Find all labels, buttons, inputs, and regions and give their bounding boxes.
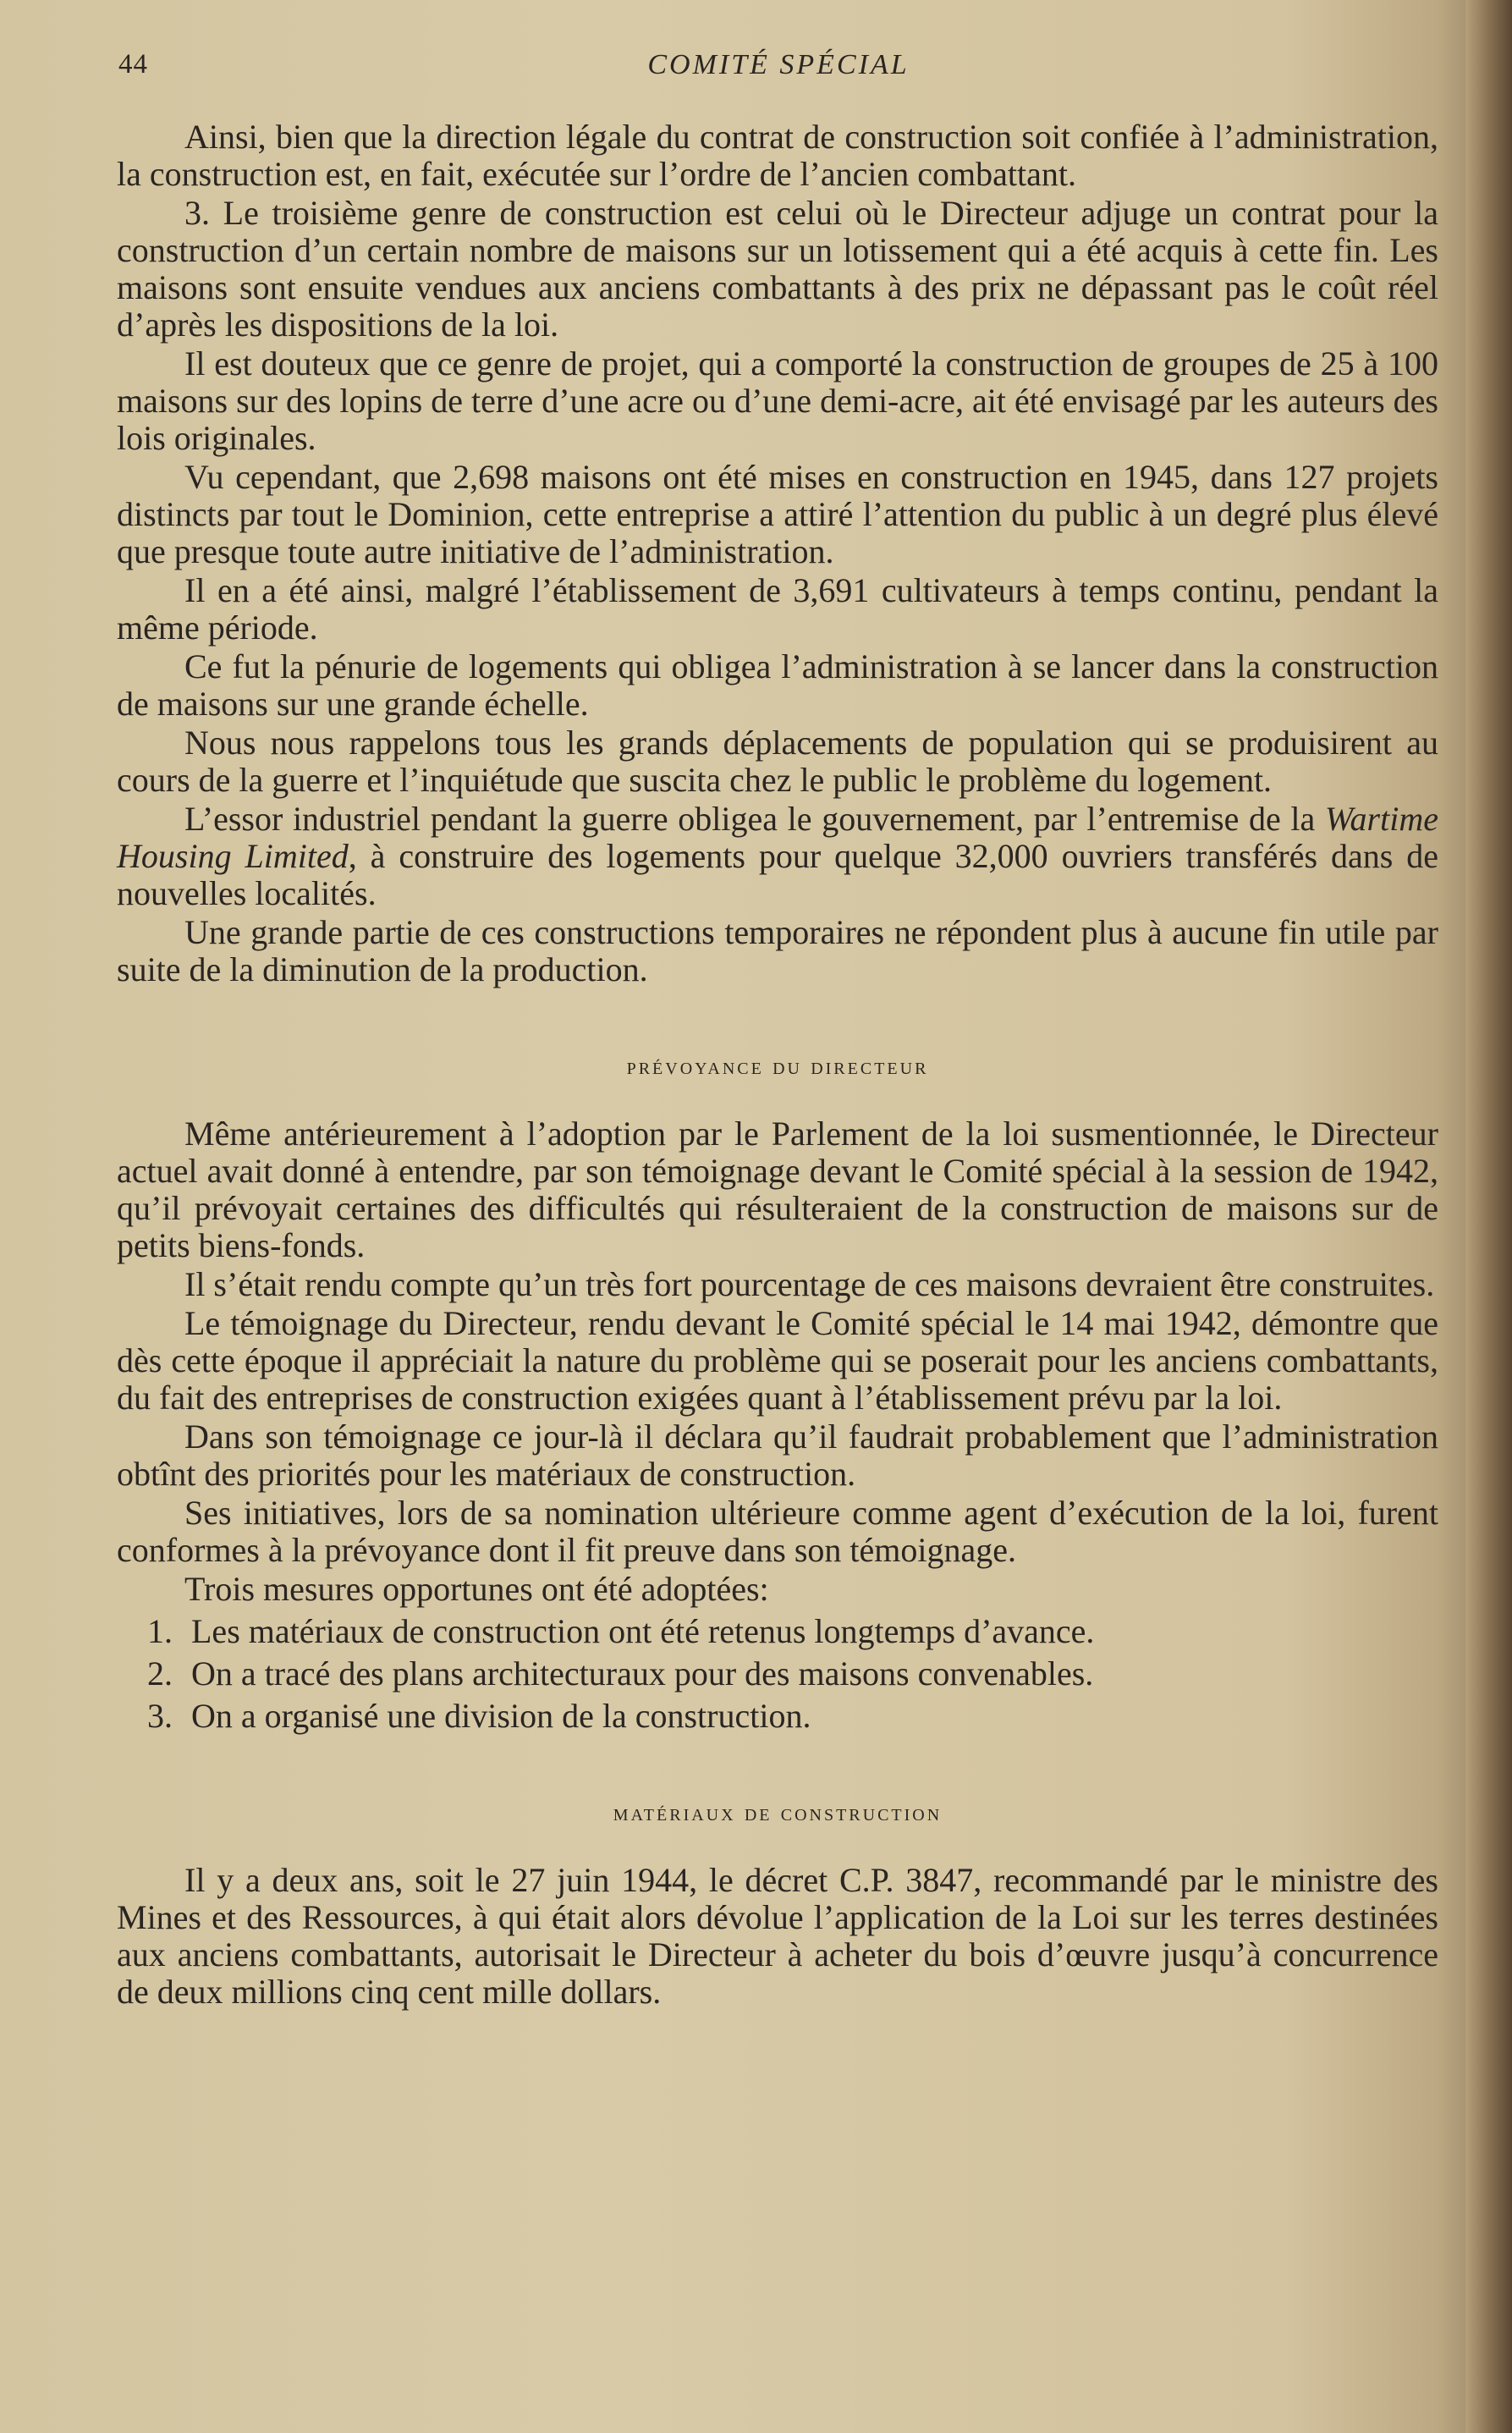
- paragraph: Il en a été ainsi, malgré l’établissement de 3,691 cultivateurs à temps continu, pendant la même période.: [117, 571, 1438, 647]
- paragraph: Il est douteux que ce genre de projet, qui a comporté la construction de groupes de 25 à 100 maisons sur des lopins de terre d’une acre ou d’une demi-acre, ait été envisagé par les auteurs des lois originales.: [117, 344, 1438, 457]
- paragraph: 3. Le troisième genre de construction est celui où le Directeur adjuge un contrat pour la construction d’un certain nombre de maisons sur un lotissement qui a été acquis à cette fin. Les maisons sont ensuite vendues aux anciens combattants à des prix ne dépassant pas le coût réel d’après les dispositions de la loi.: [117, 194, 1438, 344]
- list-number: 1.: [147, 1612, 173, 1650]
- paragraph: Nous nous rappelons tous les grands déplacements de population qui se produisirent au cours de la guerre et l’inquiétude que suscita chez le public le problème du logement.: [117, 724, 1438, 799]
- section-heading: prévoyance du directeur: [626, 1053, 929, 1080]
- list-text: Les matériaux de construction ont été retenus longtemps d’avance.: [191, 1612, 1095, 1650]
- page-header: [118, 49, 1438, 91]
- list-item: [117, 1613, 1438, 1650]
- list-item: [117, 1698, 1438, 1735]
- text-run: , à construire des logements pour quelque 32,000 ouvriers transférés dans de nouvelles localités.: [117, 837, 1438, 912]
- list-item: [117, 1655, 1438, 1693]
- text-run: L’essor industriel pendant la guerre obligea le gouvernement, par l’entremise de la: [184, 800, 1325, 838]
- page-number: 44: [118, 49, 148, 80]
- paragraph: Ainsi, bien que la direction légale du contrat de construction soit confiée à l’administration, la construction est, en fait, exécutée sur l’ordre de l’ancien combattant.: [117, 118, 1438, 193]
- paragraph: Vu cependant, que 2,698 maisons ont été mises en construction en 1945, dans 127 projets distincts par tout le Dominion, cette entreprise a attiré l’attention du public à un degré plus élevé que presque toute autre initiative de l’administration.: [117, 458, 1438, 570]
- paragraph-wartime-housing: [117, 801, 1438, 912]
- page-body: [117, 118, 1438, 2012]
- paragraph: Il s’était rendu compte qu’un très fort pourcentage de ces maisons devraient être construites.: [184, 1265, 1435, 1303]
- list-text: On a tracé des plans architecturaux pour des maisons convenables.: [191, 1654, 1094, 1693]
- paragraph: Ce fut la pénurie de logements qui obligea l’administration à se lancer dans la construction de maisons sur une grande échelle.: [117, 647, 1438, 723]
- running-title: COMITÉ SPÉCIAL: [647, 49, 910, 80]
- paragraph: Dans son témoignage ce jour-là il déclara qu’il faudrait probablement que l’administration obtînt des priorités pour les matériaux de construction.: [117, 1417, 1438, 1493]
- paragraph: Même antérieurement à l’adoption par le Parlement de la loi susmentionnée, le Directeur actuel avait donné à entendre, par son témoignage devant le Comité spécial à la session de 1942, qu’il prévoyait certaines des difficultés qui résulteraient de la construction de maisons sur de petits biens-fonds.: [117, 1115, 1438, 1264]
- paragraph: Une grande partie de ces constructions temporaires ne répondent plus à aucune fin utile par suite de la diminution de la production.: [117, 913, 1438, 988]
- list-number: 3.: [147, 1697, 173, 1735]
- paragraph: Trois mesures opportunes ont été adoptées:: [184, 1570, 769, 1608]
- paragraph: Le témoignage du Directeur, rendu devant le Comité spécial le 14 mai 1942, démontre que dès cette époque il appréciait la nature du problème qui se poserait pour les anciens combattants, du fait des entreprises de construction exigées quant à l’établissement prévu par la loi.: [117, 1304, 1438, 1417]
- company-name: Wartime Housing Limited: [117, 800, 1438, 875]
- book-spine-shadow: [1465, 0, 1512, 2433]
- paragraph: Ses initiatives, lors de sa nomination ultérieure comme agent d’exécution de la loi, furent conformes à la prévoyance dont il fit preuve dans son témoignage.: [117, 1494, 1438, 1569]
- list-number: 2.: [147, 1654, 173, 1693]
- paragraph: Il y a deux ans, soit le 27 juin 1944, le décret C.P. 3847, recommandé par le ministre des Mines et des Ressources, à qui était alors dévolue l’application de la Loi sur les terres destinées aux anciens combattants, autorisait le Directeur à acheter du bois d’œuvre jusqu’à concurrence de deux millions cinq cent mille dollars.: [117, 1861, 1438, 2011]
- list-text: On a organisé une division de la construction.: [191, 1697, 811, 1735]
- section-heading: matériaux de construction: [613, 1799, 943, 1826]
